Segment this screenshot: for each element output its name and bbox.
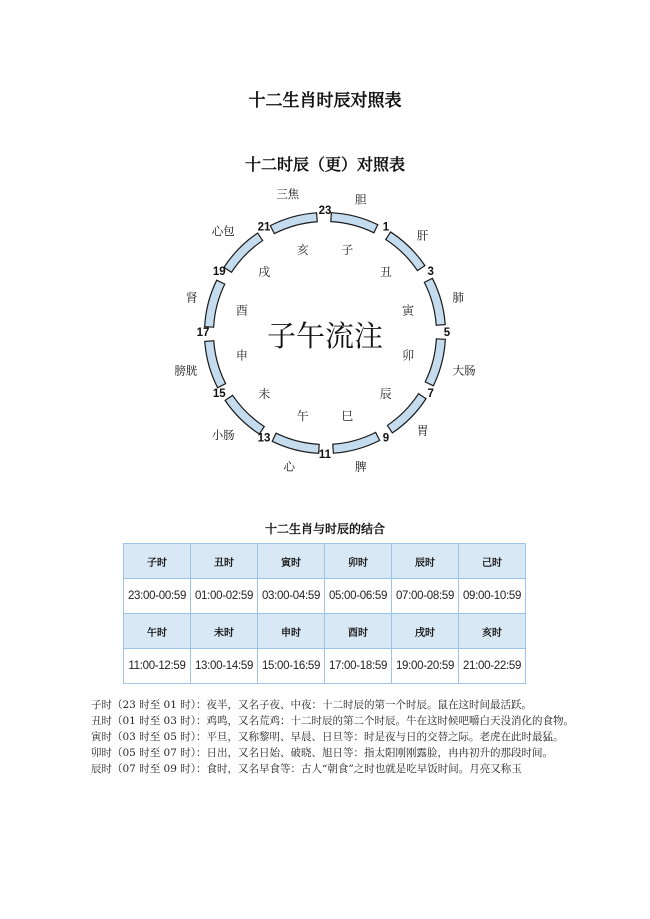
clock-hour-label: 15	[212, 388, 226, 400]
table-time-cell: 17:00-18:59	[325, 649, 392, 684]
clock-branch-label: 子	[341, 242, 354, 257]
table-time-cell: 13:00-14:59	[191, 649, 258, 684]
clock-segment	[424, 278, 445, 325]
clock-segment	[425, 339, 445, 386]
table-time-cell: 07:00-08:59	[392, 579, 459, 614]
table-time-cell: 21:00-22:59	[459, 649, 526, 684]
clock-organ-label: 肝	[416, 228, 429, 243]
table-time-cell: 01:00-02:59	[191, 579, 258, 614]
table-header-cell: 卯时	[325, 544, 392, 579]
table-header-cell: 午时	[124, 614, 191, 649]
table-header-cell: 酉时	[325, 614, 392, 649]
table-row	[124, 649, 526, 684]
clock-segment	[272, 433, 319, 453]
clock-center-text: 子午流注	[266, 319, 384, 353]
paragraph-zi: 子时（23 时至 01 时）：夜半，又名子夜、中夜：十二时辰的第一个时辰。鼠在这时间最活跃。	[91, 699, 532, 711]
table-time-cell: 09:00-10:59	[459, 579, 526, 614]
page-title: 十二生肖时辰对照表	[248, 91, 402, 111]
clock-branch-label: 辰	[379, 386, 392, 401]
clock-branch-label: 申	[235, 348, 248, 363]
clock-hour-label: 17	[196, 327, 210, 339]
clock-organ-label: 脾	[354, 459, 367, 474]
table-header-cell: 丑时	[191, 544, 258, 579]
table-row	[124, 579, 526, 614]
clock-branch-label: 寅	[402, 303, 415, 318]
clock-organ-label: 胆	[354, 192, 367, 207]
clock-hour-label: 1	[382, 221, 390, 234]
clock-segment	[224, 233, 263, 272]
clock-hour-label: 21	[257, 221, 271, 234]
table-header-row	[124, 544, 526, 579]
table-time-cell: 11:00-12:59	[124, 649, 191, 684]
clock-segment	[205, 341, 226, 388]
table-header-cell: 亥时	[459, 614, 526, 649]
table-time-cell: 23:00-00:59	[124, 579, 191, 614]
table-time-cell: 19:00-20:59	[392, 649, 459, 684]
clock-organ-label: 心包	[211, 224, 235, 239]
table-header-cell: 未时	[191, 614, 258, 649]
zodiac-hours-table	[123, 543, 526, 684]
clock-hour-label: 3	[427, 266, 434, 278]
clock-organ-label: 肺	[452, 290, 465, 305]
clock-branch-label: 未	[258, 386, 271, 401]
clock-segment	[331, 213, 378, 233]
clock-segment	[270, 213, 317, 234]
table-header-cell: 申时	[258, 614, 325, 649]
table-header-cell: 子时	[124, 544, 191, 579]
clock-organ-label: 大肠	[452, 363, 476, 378]
clock-organ-label: 肾	[185, 290, 198, 305]
clock-hour-label: 19	[212, 266, 226, 278]
table-time-cell: 03:00-04:59	[258, 579, 325, 614]
clock-branch-label: 卯	[402, 348, 415, 363]
clock-hour-label: 11	[318, 449, 332, 461]
clock-hour-label: 5	[443, 327, 451, 339]
table-time-cell: 15:00-16:59	[258, 649, 325, 684]
clock-hour-label: 13	[257, 432, 271, 445]
clock-branch-label: 戌	[258, 265, 271, 280]
clock-branch-label: 丑	[379, 265, 392, 280]
clock-organ-label: 三焦	[276, 186, 300, 201]
ziwu-liuzhu-clock-diagram	[174, 186, 476, 478]
table-header-cell: 戌时	[392, 614, 459, 649]
table-title: 十二生肖与时辰的结合	[264, 522, 385, 536]
clock-branch-label: 午	[296, 409, 309, 424]
paragraph-chen: 辰时（07 时至 09 时）：食时，又名早食等：古人“朝食”之时也就是吃早饭时间。月亮又称玉	[91, 763, 522, 775]
clock-organ-label: 心	[283, 459, 296, 474]
table-header-cell: 己时	[459, 544, 526, 579]
clock-subtitle: 十二时辰（更）对照表	[244, 155, 405, 174]
table-time-cell: 05:00-06:59	[325, 579, 392, 614]
description-text	[76, 697, 576, 777]
clock-organ-label: 小肠	[211, 427, 235, 442]
clock-hour-label: 23	[318, 205, 332, 217]
clock-segment	[333, 432, 380, 453]
clock-branch-label: 亥	[296, 242, 309, 257]
table-header-row	[124, 614, 526, 649]
clock-hour-label: 9	[382, 432, 390, 445]
clock-segment	[205, 280, 225, 327]
clock-hour-label: 7	[427, 388, 434, 400]
clock-branch-label: 酉	[235, 303, 248, 318]
clock-organ-label: 胃	[416, 423, 429, 438]
paragraph-mao: 卯时（05 时至 07 时）：日出，又名日始、破晓、旭日等：指太阳刚刚露脸，冉冉初升的那段时间。	[91, 747, 553, 759]
paragraph-chou: 丑时（01 时至 03 时）：鸡鸣，又名荒鸡：十二时辰的第二个时辰。牛在这时候吧嚼白天没消化的食物。	[91, 715, 574, 727]
clock-organ-label: 膀胱	[174, 363, 198, 378]
table-header-cell: 辰时	[392, 544, 459, 579]
paragraph-yin: 寅时（03 时至 05 时）：平旦，又称黎明、早晨、日旦等：时是夜与日的交替之际。老虎在此时最猛。	[91, 731, 564, 743]
table-header-cell: 寅时	[258, 544, 325, 579]
clock-branch-label: 巳	[341, 409, 354, 424]
